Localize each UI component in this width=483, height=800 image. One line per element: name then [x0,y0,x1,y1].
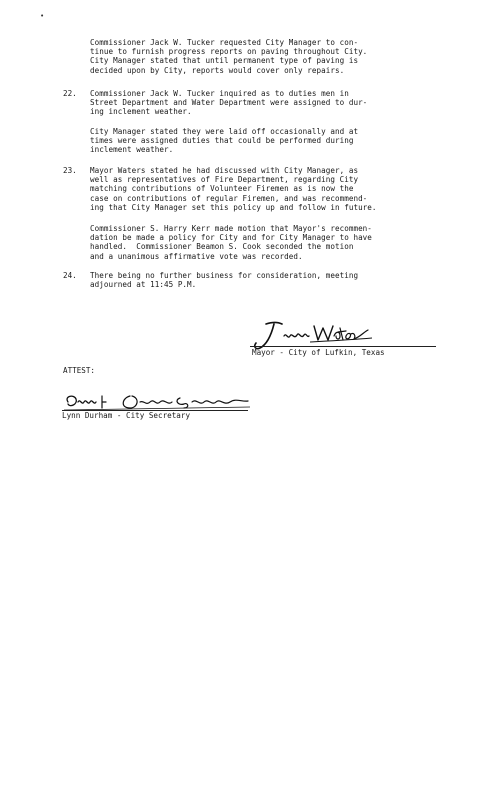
paragraph-22-response: City Manager stated they were laid off occasionally and at times were assigned duties that could be performed during inclement weather. [90,127,359,155]
mayor-signature-line [250,346,436,347]
paragraph-24-adjournment: There being no further business for consideration, meeting adjourned at 11:45 P.M. [90,271,359,290]
attest-label: ATTEST: [63,366,96,375]
item-number-24: 24. [63,271,77,280]
paragraph-23-motion: Commissioner S. Harry Kerr made motion that Mayor's recommen- dation be made a policy for City and for City Manager to have handled. Commissioner Beamon S. Cook seconded the motion and a unanimous affirmative vote was recorded. [90,224,372,261]
secretary-caption: Lynn Durham - City Secretary [62,411,191,420]
corner-mark: • [40,12,45,20]
paragraph-21-continuation: Commissioner Jack W. Tucker requested City Manager to con- tinue to furnish progress reports on paving throughout City. City Manager stated that until permanent type of paving is decided upon by City, reports would cover only repairs. [90,38,368,75]
paragraph-22-inquiry: Commissioner Jack W. Tucker inquired as to duties men in Street Department and Water Department were assigned to dur- ing inclement weather. [90,89,368,117]
mayor-caption: Mayor - City of Lufkin, Texas [252,348,385,357]
item-number-22: 22. [63,89,77,98]
item-number-23: 23. [63,166,77,175]
paragraph-23-statement: Mayor Waters stated he had discussed with City Manager, as well as representatives of Fire Department, regarding City matching contributions of Volunteer Firemen as is now the case on contributions of regular Firemen, and was recommend- ing that City Manager set this policy up and follow in future. [90,166,377,212]
